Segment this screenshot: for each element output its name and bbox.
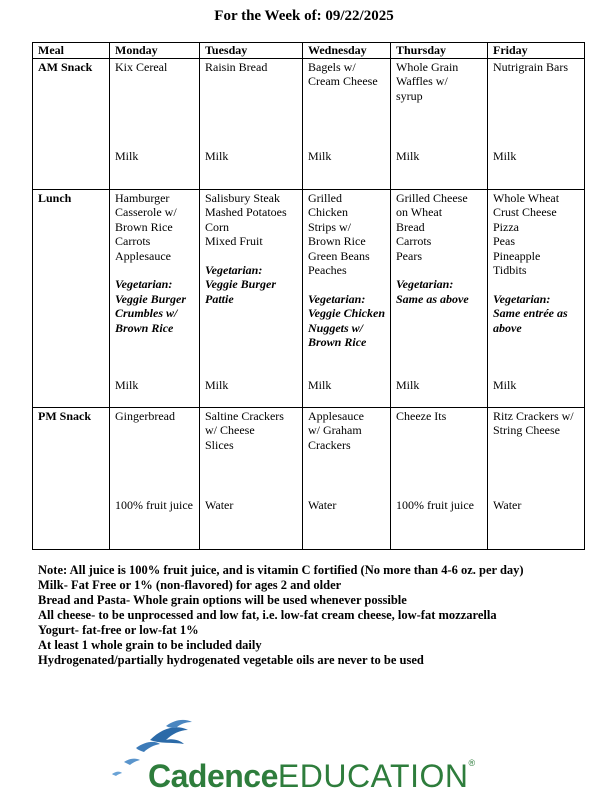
logo-wordmark	[148, 758, 475, 795]
food-item: Whole Wheat	[493, 190, 560, 205]
food-item: Salisbury Steak	[205, 190, 280, 205]
food-item: Peaches	[308, 263, 347, 277]
drink-item: Milk	[493, 148, 517, 163]
meal-label: PM Snack	[33, 407, 110, 549]
header-thursday: Thursday	[391, 43, 488, 59]
food-item: Hamburger	[115, 190, 170, 205]
cadence-education-logo	[110, 718, 510, 808]
food-item: Crust Cheese	[493, 205, 557, 219]
food-item: Pineapple	[493, 248, 541, 263]
food-item: on Wheat	[396, 205, 443, 219]
menu-cell-tuesday	[200, 58, 303, 189]
note-milk: Milk- Fat Free or 1% (non-flavored) for ages 2 and older	[38, 578, 342, 592]
food-item: Tidbits	[493, 263, 527, 277]
table-row	[33, 407, 585, 549]
food-item: Brown Rice	[308, 234, 366, 248]
menu-cell-friday	[488, 58, 585, 189]
drink-item: Milk	[205, 377, 229, 392]
drink-item: Milk	[396, 377, 420, 392]
drink-item: Milk	[493, 377, 517, 392]
note-whole-grain: At least 1 whole grain to be included daily	[38, 638, 262, 652]
food-item: Raisin Bread	[205, 59, 268, 74]
logo-suffix: EDUCATION	[277, 758, 469, 794]
food-item: Applesauce	[115, 248, 171, 263]
drink-item: Milk	[115, 148, 139, 163]
menu-cell-thursday	[391, 407, 488, 549]
vegetarian-option: Vegetarian: Same as above	[396, 277, 469, 306]
drink-item: Water	[493, 497, 522, 512]
food-item: Grilled Cheese	[396, 190, 468, 205]
header-monday: Monday	[110, 43, 200, 59]
drink-item: Milk	[308, 148, 332, 163]
drink-item: Milk	[308, 377, 332, 392]
food-item: Pears	[396, 248, 422, 263]
food-item: Grilled	[308, 190, 342, 205]
food-item: Brown Rice	[115, 219, 173, 234]
food-item: Carrots	[396, 234, 432, 248]
table-header-row	[33, 43, 585, 59]
menu-table	[32, 42, 585, 550]
logo-registered: ®	[468, 758, 475, 768]
header-friday: Friday	[488, 43, 585, 59]
vegetarian-option: Vegetarian: Veggie Chicken Nuggets w/ Brown Rice	[308, 291, 385, 349]
vegetarian-option: Vegetarian: Veggie Burger Crumbles w/ Brown Rice	[115, 277, 187, 335]
note-juice: Note: All juice is 100% fruit juice, and is vitamin C fortified (No more than 4-6 oz. per day)	[38, 563, 524, 577]
meal-label: Lunch	[33, 189, 110, 407]
note-oils: Hydrogenated/partially hydrogenated vegetable oils are never to be used	[38, 653, 424, 667]
food-item: Pizza	[493, 219, 519, 234]
food-item: Carrots	[115, 234, 151, 248]
food-item: Waffles w/	[396, 74, 448, 88]
food-item: Mixed Fruit	[205, 234, 263, 248]
food-item: Peas	[493, 234, 515, 248]
note-bread: Bread and Pasta- Whole grain options will be used whenever possible	[38, 593, 407, 607]
food-item: Whole Grain	[396, 59, 459, 74]
food-item: Crackers	[308, 437, 351, 452]
menu-cell-friday	[488, 189, 585, 407]
food-item: Casserole w/	[115, 205, 177, 219]
header-tuesday: Tuesday	[200, 43, 303, 59]
food-item: w/ Cheese	[205, 423, 255, 437]
vegetarian-option: Vegetarian: Same entrée as above	[493, 291, 568, 335]
menu-cell-monday	[110, 407, 200, 549]
vegetarian-option: Vegetarian: Veggie Burger Pattie	[205, 262, 277, 306]
food-item: syrup	[396, 88, 423, 103]
logo-brand: Cadence	[148, 758, 278, 794]
food-item: Ritz Crackers w/	[493, 408, 574, 423]
table-row	[33, 58, 585, 189]
header-meal: Meal	[33, 43, 110, 59]
food-item: Slices	[205, 437, 234, 452]
drink-item: 100% fruit juice	[115, 497, 193, 512]
menu-cell-monday	[110, 189, 200, 407]
header-wednesday: Wednesday	[303, 43, 391, 59]
food-item: Saltine Crackers	[205, 408, 284, 423]
drink-item: Water	[205, 497, 234, 512]
note-cheese: All cheese- to be unprocessed and low fat, i.e. low-fat cream cheese, low-fat mozzarella	[38, 608, 497, 622]
food-item: Corn	[205, 219, 229, 234]
food-item: Strips w/	[308, 219, 352, 234]
table-row	[33, 189, 585, 407]
food-item: Chicken	[308, 205, 348, 219]
food-item: Gingerbread	[115, 408, 175, 423]
food-item: Cheeze Its	[396, 408, 447, 423]
menu-cell-tuesday	[200, 407, 303, 549]
drink-item: Milk	[205, 148, 229, 163]
menu-cell-wednesday	[303, 189, 391, 407]
food-item: Mashed Potatoes	[205, 205, 287, 219]
menu-cell-tuesday	[200, 189, 303, 407]
drink-item: Milk	[115, 377, 139, 392]
drink-item: 100% fruit juice	[396, 497, 474, 512]
page-title: For the Week of: 09/22/2025	[214, 8, 394, 24]
menu-cell-thursday	[391, 58, 488, 189]
nutrition-notes	[38, 563, 578, 668]
menu-cell-monday	[110, 58, 200, 189]
food-item: Bread	[396, 219, 425, 234]
note-yogurt: Yogurt- fat-free or low-fat 1%	[38, 623, 199, 637]
food-item: Kix Cereal	[115, 59, 168, 74]
food-item: Green Beans	[308, 248, 370, 263]
menu-cell-wednesday	[303, 407, 391, 549]
menu-cell-friday	[488, 407, 585, 549]
food-item: Cream Cheese	[308, 74, 378, 88]
menu-cell-thursday	[391, 189, 488, 407]
food-item: w/ Graham	[308, 423, 362, 437]
menu-cell-wednesday	[303, 58, 391, 189]
food-item: String Cheese	[493, 423, 560, 437]
food-item: Applesauce	[308, 408, 364, 423]
drink-item: Water	[308, 497, 337, 512]
food-item: Bagels w/	[308, 59, 356, 74]
drink-item: Milk	[396, 148, 420, 163]
food-item: Nutrigrain Bars	[493, 59, 568, 74]
meal-label: AM Snack	[33, 58, 110, 189]
